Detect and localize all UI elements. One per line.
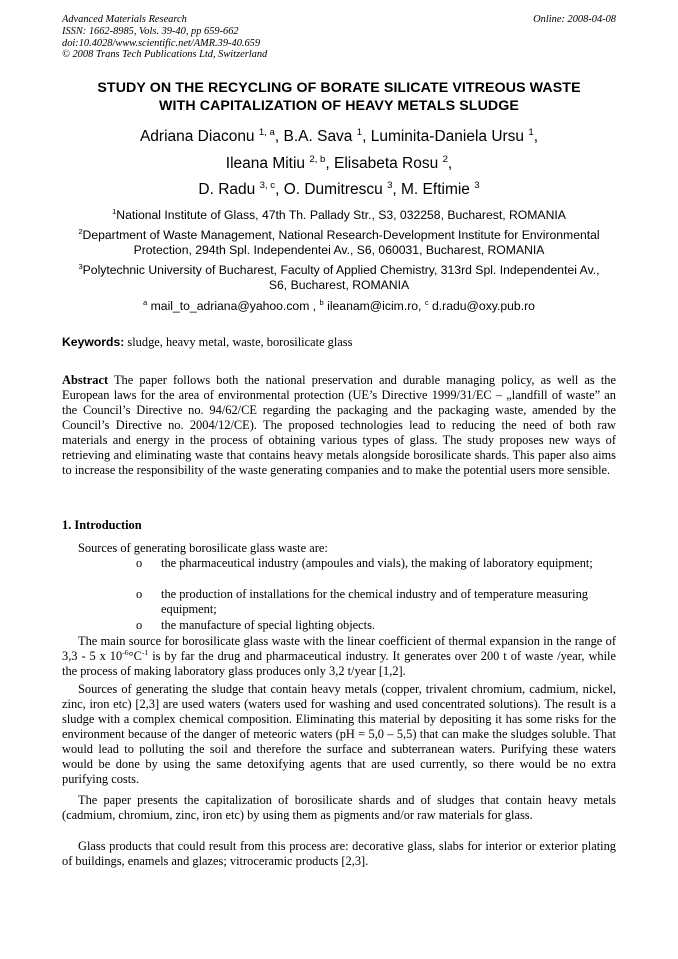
author-affiliation-mark: 1 <box>528 126 534 138</box>
exponent: -1 <box>141 647 149 657</box>
author-name: , Elisabeta Rosu <box>325 155 439 172</box>
affiliation-mark: 1 <box>112 206 117 216</box>
email-mark: a <box>143 297 148 307</box>
affiliation-mark: 3 <box>78 261 83 271</box>
author-name: , M. Eftimie <box>392 181 470 198</box>
keywords-text: sludge, heavy metal, waste, borosilicate glass <box>124 335 353 349</box>
author-name: , Luminita-Daniela Ursu <box>362 128 525 145</box>
section-heading-introduction: 1. Introduction <box>62 518 142 532</box>
keywords <box>62 335 616 350</box>
author-name: Ileana Mitiu <box>225 155 306 172</box>
list-item-text: the pharmaceutical industry (ampoules and vials), the making of laboratory equipment; <box>161 556 593 570</box>
affiliation-text: Protection, 294th Spl. Independentei Av., S6, 060031, Bucharest, ROMANIA <box>133 243 545 257</box>
bullet-marker: o <box>136 556 143 570</box>
online-date: Online: 2008-04-08 <box>533 14 616 25</box>
author-line-3 <box>62 179 616 201</box>
affiliation-mark: 2 <box>78 226 83 236</box>
affiliation-2 <box>62 228 616 258</box>
paper-title <box>62 80 616 115</box>
affiliation-text: Polytechnic University of Bucharest, Faculty of Applied Chemistry, 313rd Spl. Independentei Av., <box>82 263 600 277</box>
list-item <box>136 618 616 633</box>
abstract <box>62 373 616 478</box>
bullet-marker: o <box>136 587 143 601</box>
keywords-label: Keywords: <box>62 335 125 349</box>
email-address: d.radu@oxy.pub.ro <box>428 299 535 313</box>
intro-lead: Sources of generating borosilicate glass waste are: <box>78 541 328 555</box>
author-name: , B.A. Sava <box>274 128 353 145</box>
author-line-1 <box>62 126 616 148</box>
author-affiliation-mark: 2 <box>442 153 448 165</box>
email-address: ileanam@icim.ro, <box>323 299 422 313</box>
author-name: , O. Dumitrescu <box>275 181 383 198</box>
abstract-label: Abstract <box>62 373 109 387</box>
affiliation-text: S6, Bucharest, ROMANIA <box>268 278 410 292</box>
issn-line: ISSN: 1662-8985, Vols. 39-40, pp 659-662 <box>62 25 239 37</box>
paragraph-2: Sources of generating the sludge that contain heavy metals (copper, trivalent chromium, cadmium, nickel, zinc, iron etc) [2,3] are used waters (waters used for washing and used concentrated solutions). The result is a sludge with a complex chemical composition. Eliminating this material by depositing it has some risks for the environment because of the danger of meteoric waters (pH = 5,0 – 5,5) that can make the sludges soluble. That would lead to polluting the soil and therefore the surface and subterranean waters. Purifying these waters would be done by using the same detoxifying agents that are used currently, so there would be no extra purifying costs. <box>62 682 616 786</box>
list-item-text: the production of installations for the chemical industry and of temperature measuring equipment; <box>161 587 589 616</box>
journal-header <box>62 14 616 61</box>
author-affiliation-mark: 3 <box>387 179 393 191</box>
author-affiliation-mark: 3 <box>474 179 480 191</box>
author-affiliation-mark: 1, a <box>258 126 275 138</box>
email-mark: c <box>424 297 429 307</box>
list-item-text: the manufacture of special lighting objects. <box>161 618 376 632</box>
author-affiliation-mark: 3, c <box>259 179 276 191</box>
doi-line: doi:10.4028/www.scientific.net/AMR.39-40.659 <box>62 37 261 49</box>
affiliation-text: National Institute of Glass, 47th Th. Pallady Str., S3, 032258, Bucharest, ROMANIA <box>116 208 566 222</box>
author-affiliation-mark: 1 <box>356 126 363 138</box>
list-item <box>136 587 616 617</box>
list-item <box>136 556 616 571</box>
abstract-text: The paper follows both the national preservation and durable managing policy, as well as the European laws for the area of environmental protection (UE’s Directive 1999/31/EC – „landfill of waste” an the Council’s Directive no. 94/62/CE regarding the packaging and the packaging waste, amended by the Council’s Directive no. 2004/12/CE). The proposed technologies lead to reducing the need of both raw materials and energy in the process of obtaining various types of glass. The study proposes new ways of retrieving and eliminating waste that contains heavy metals alongside borosilicate shards. This paper also aims to increase the responsibility of the waste generating companies and to make the potential users more sensible. <box>62 373 616 477</box>
author-separator: , <box>447 155 453 172</box>
title-line-1: STUDY ON THE RECYCLING OF BORATE SILICATE VITREOUS WASTE <box>97 80 581 96</box>
affiliation-3 <box>62 263 616 293</box>
paragraph-1 <box>62 634 616 679</box>
email-line <box>62 299 616 314</box>
journal-name: Advanced Materials Research <box>62 14 187 25</box>
paragraph-text: The main source for borosilicate glass waste with the linear coefficient of thermal expansion in the range of 3,3 - 5 x 10 <box>62 634 616 663</box>
author-line-2 <box>62 153 616 175</box>
author-affiliation-mark: 2, b <box>309 153 326 165</box>
title-line-2: WITH CAPITALIZATION OF HEAVY METALS SLUDGE <box>159 97 519 114</box>
affiliation-text: Department of Waste Management, National Research-Development Institute for Environmental <box>82 228 600 242</box>
author-name: Adriana Diaconu <box>139 128 255 145</box>
paragraph-3: The paper presents the capitalization of borosilicate shards and of sludges that contain heavy metals (cadmium, chromium, zinc, iron etc) by using them as pigments and/or raw materials for glass. <box>62 793 616 822</box>
unit-text: °C <box>128 649 142 663</box>
bullet-marker: o <box>136 618 143 632</box>
copyright-line: © 2008 Trans Tech Publications Ltd, Switzerland <box>62 49 268 61</box>
paragraph-4: Glass products that could result from this process are: decorative glass, slabs for interior or exterior plating of buildings, enamels and glazes; vitroceramic products [2,3]. <box>62 839 616 868</box>
paragraph-text: is by far the drug and pharmaceutical industry. It generates over 200 t of waste /year, while the process of making laboratory glass produces only 3,2 t/year [1,2]. <box>62 649 616 678</box>
email-address: mail_to_adriana@yahoo.com , <box>147 299 317 313</box>
email-mark: b <box>319 297 324 307</box>
affiliation-1 <box>62 208 616 223</box>
author-separator: , <box>533 128 539 145</box>
author-name: D. Radu <box>198 181 256 198</box>
exponent: -6 <box>122 647 129 657</box>
